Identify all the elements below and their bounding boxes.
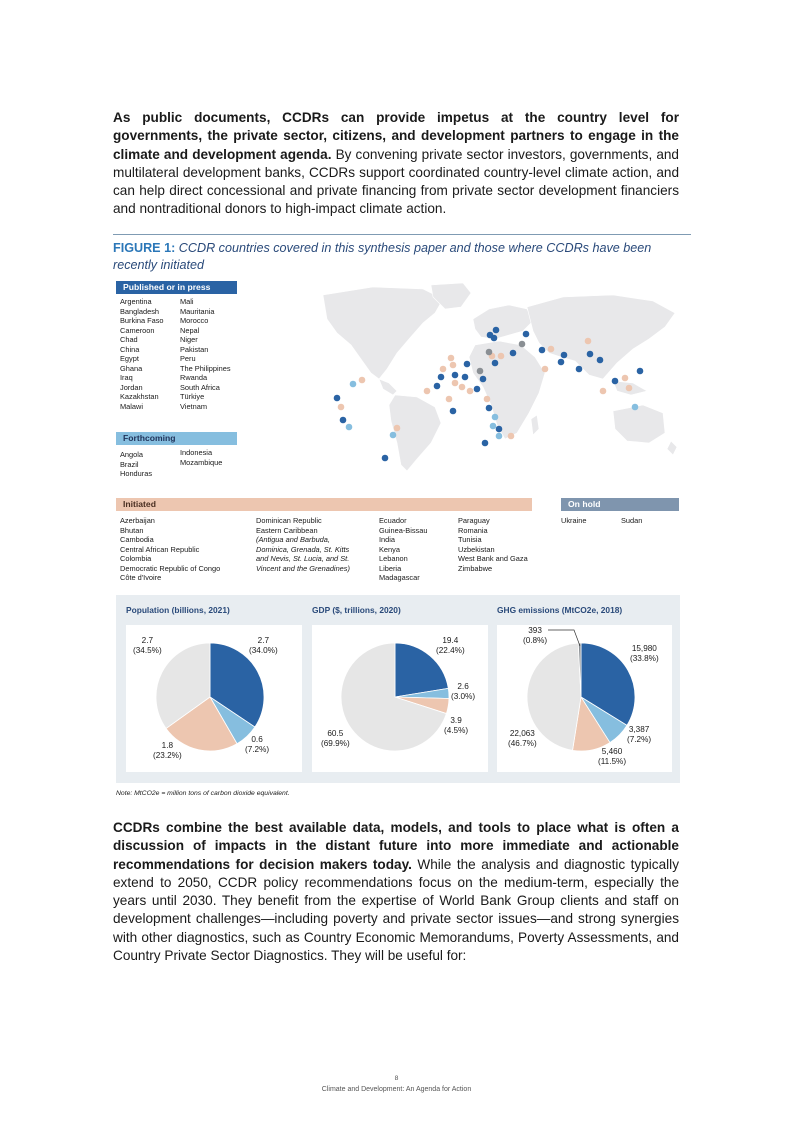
country-item: Chad xyxy=(120,335,138,344)
country-item: Guinea-Bissau xyxy=(379,525,428,535)
country-marker xyxy=(508,433,515,440)
country-marker xyxy=(548,346,555,353)
ghg-forthcoming-pct: (7.2%) xyxy=(627,735,652,744)
country-marker xyxy=(587,351,594,358)
country-item: Uzbekistan xyxy=(458,544,495,554)
ghg-forthcoming-value: 3,387 xyxy=(628,725,650,734)
country-marker xyxy=(452,380,459,387)
country-marker xyxy=(340,417,347,424)
country-note-line: Vincent and the Grenadines) xyxy=(256,563,350,573)
figure-label: FIGURE 1: xyxy=(113,241,176,255)
country-item: Burkina Faso xyxy=(120,316,164,325)
country-item: Türkiye xyxy=(180,392,205,401)
second-bold: CCDRs combine the best available data, models, and tools to place what is often a discussion of impacts in the distant future into more immediate and actionable recommendations for decision makers today. xyxy=(113,820,679,872)
country-marker xyxy=(434,383,441,390)
forthcoming-list-col2 xyxy=(180,448,222,467)
initiated-list-col3 xyxy=(379,516,427,583)
forthcoming-list-col1 xyxy=(120,450,152,479)
ghg-rest-value: 22,063 xyxy=(509,729,535,738)
country-note-line: Dominica, Grenada, St. Kitts xyxy=(256,544,350,554)
gdp-pie xyxy=(341,643,449,751)
country-marker xyxy=(474,386,481,393)
gdp-forthcoming-value: 2.6 xyxy=(457,682,469,691)
country-item: The Philippines xyxy=(180,363,231,373)
country-marker xyxy=(394,425,401,432)
country-marker xyxy=(492,414,499,421)
figure-note: Note: MtCO2e = million tons of carbon dioxide equivalent. xyxy=(116,790,290,797)
country-marker xyxy=(350,381,357,388)
country-marker xyxy=(450,362,457,369)
published-list-col1 xyxy=(120,297,164,411)
country-marker xyxy=(600,388,607,395)
country-marker xyxy=(464,361,471,368)
figure-caption: CCDR countries covered in this synthesis paper and those where CCDRs have been recently initiated xyxy=(113,241,652,272)
country-item: Madagascar xyxy=(379,573,420,582)
country-item: Vietnam xyxy=(180,401,207,411)
pop-label-rest xyxy=(133,636,162,656)
chart-title-population: Population (billions, 2021) xyxy=(126,605,230,615)
country-marker xyxy=(390,432,397,439)
country-marker xyxy=(490,423,497,430)
country-item: Kazakhstan xyxy=(120,392,159,401)
country-item: Central African Republic xyxy=(120,544,200,554)
pop-rest-value: 2.7 xyxy=(141,636,154,645)
country-marker xyxy=(382,455,389,462)
onhold-list-col1 xyxy=(561,516,586,526)
pop-forthcoming-pct: (7.2%) xyxy=(245,745,270,754)
country-item: China xyxy=(120,344,140,354)
country-item: Egypt xyxy=(120,354,139,363)
initiated-list-col4 xyxy=(458,516,528,573)
country-item: Argentina xyxy=(120,297,152,306)
country-item: Colombia xyxy=(120,554,152,563)
country-item: Eastern Caribbean xyxy=(256,525,318,535)
country-item: South Africa xyxy=(180,382,220,392)
country-item: Bhutan xyxy=(120,525,144,535)
ghg-published-value: 15,980 xyxy=(631,644,657,653)
country-marker xyxy=(539,347,546,354)
published-list-col2 xyxy=(180,297,231,411)
country-item: Niger xyxy=(180,335,198,344)
gdp-published-value: 19.4 xyxy=(442,636,459,645)
gdp-label-forthcoming xyxy=(451,682,475,702)
gdp-initiated-pct: (4.5%) xyxy=(444,726,469,735)
country-item: West Bank and Gaza xyxy=(458,554,528,563)
country-item: Peru xyxy=(180,354,196,363)
gdp-label-initiated xyxy=(444,716,468,736)
country-marker xyxy=(484,396,491,403)
country-marker xyxy=(523,331,530,338)
country-item: Cameroon xyxy=(120,325,155,335)
country-item: Mauritania xyxy=(180,306,215,316)
country-marker xyxy=(542,366,549,373)
figure-divider xyxy=(113,234,691,235)
country-marker xyxy=(622,375,629,382)
country-marker xyxy=(338,404,345,411)
pop-initiated-value: 1.8 xyxy=(161,741,174,750)
country-marker xyxy=(480,376,487,383)
country-item: Côte d'Ivoire xyxy=(120,573,162,582)
country-marker xyxy=(334,395,341,402)
country-item: Liberia xyxy=(379,563,402,573)
country-marker xyxy=(482,440,489,447)
country-marker xyxy=(519,341,526,348)
country-item: Cambodia xyxy=(120,535,154,544)
country-item: Mozambique xyxy=(180,457,223,467)
country-item: Democratic Republic of Congo xyxy=(120,563,221,573)
country-marker xyxy=(477,368,484,375)
intro-paragraph xyxy=(113,109,679,219)
forthcoming-bar: Forthcoming xyxy=(116,432,237,445)
ghg-rest-pct: (46.7%) xyxy=(508,739,537,748)
second-rest: While the analysis and diagnostic typically extend to 2050, CCDR policy recommendations focus on the medium-term, especially the years until 2030. They benefit from the expertise of World Bank Group clients and staff on development challenges—including poverty and private sector issues—and strong synergies with other diagnostics, such as Country Economic Memorandums, Poverty Assessments, and Country Private Sector Diagnostics. They will be useful for: xyxy=(113,856,679,964)
country-marker xyxy=(493,327,500,334)
country-marker xyxy=(486,405,493,412)
country-marker xyxy=(438,374,445,381)
country-item: Paraguay xyxy=(458,516,490,525)
country-marker xyxy=(492,360,499,367)
footer-title: Climate and Development: An Agenda for Action xyxy=(321,1086,472,1093)
pop-label-published xyxy=(249,636,278,656)
pop-forthcoming-value: 0.6 xyxy=(251,735,263,744)
second-paragraph xyxy=(113,819,679,965)
country-note-line: and Nevis, St. Lucia, and St. xyxy=(256,554,350,563)
country-item: Indonesia xyxy=(180,448,213,457)
country-marker xyxy=(612,378,619,385)
country-item: Dominican Republic xyxy=(256,516,322,525)
country-item: Sudan xyxy=(621,516,643,525)
initiated-bar: Initiated xyxy=(116,498,532,511)
ghg-onhold-pct: (0.8%) xyxy=(523,636,548,645)
pop-published-pct: (34.0%) xyxy=(249,646,278,655)
country-marker xyxy=(561,352,568,359)
ghg-label-forthcoming xyxy=(627,725,651,745)
country-marker xyxy=(496,426,503,433)
country-item: Mali xyxy=(180,297,194,306)
country-marker xyxy=(632,404,639,411)
gdp-label-published xyxy=(436,636,465,656)
gdp-rest-value: 60.5 xyxy=(327,729,344,738)
country-marker xyxy=(467,388,474,395)
pop-label-initiated xyxy=(153,741,182,761)
pop-label-forthcoming xyxy=(245,735,269,755)
country-marker xyxy=(510,350,517,357)
figure-title xyxy=(113,240,679,274)
country-item: Malawi xyxy=(120,401,143,411)
world-map xyxy=(313,283,693,473)
country-item: Ukraine xyxy=(561,516,587,525)
country-marker xyxy=(597,357,604,364)
country-item: Zimbabwe xyxy=(458,563,493,573)
country-marker xyxy=(448,355,455,362)
country-marker xyxy=(462,374,469,381)
gdp-published-pct: (22.4%) xyxy=(436,646,465,655)
country-item: Bangladesh xyxy=(120,306,160,316)
chart-title-ghg: GHG emissions (MtCO2e, 2018) xyxy=(497,605,623,615)
country-item: Angola xyxy=(120,450,144,459)
country-item: Morocco xyxy=(180,316,209,325)
ghg-onhold-value: 393 xyxy=(528,626,542,635)
country-item: Tunisia xyxy=(458,535,482,544)
pop-initiated-pct: (23.2%) xyxy=(153,751,182,760)
chart-title-gdp: GDP ($, trillions, 2020) xyxy=(312,605,401,615)
initiated-list-col2 xyxy=(256,516,350,573)
country-marker xyxy=(487,332,494,339)
country-item: Lebanon xyxy=(379,554,408,563)
country-marker xyxy=(446,396,453,403)
ghg-initiated-value: 5,460 xyxy=(601,747,623,756)
pop-rest-pct: (34.5%) xyxy=(133,646,162,655)
intro-bold: As public documents, CCDRs can provide impetus at the country level for governments, the private sector, citizens, and development partners to engage in the climate and development agenda. xyxy=(113,110,679,162)
country-marker xyxy=(346,424,353,431)
initiated-list-col1 xyxy=(120,516,220,583)
gdp-forthcoming-pct: (3.0%) xyxy=(451,692,476,701)
country-item: Romania xyxy=(458,525,488,535)
country-marker xyxy=(424,388,431,395)
country-marker xyxy=(450,408,457,415)
gdp-rest-pct: (69.9%) xyxy=(321,739,350,748)
page-number: 8 xyxy=(394,1075,399,1082)
ghg-initiated-pct: (11.5%) xyxy=(598,757,627,766)
country-marker xyxy=(496,433,503,440)
onhold-list-col2 xyxy=(621,516,642,526)
country-item: Honduras xyxy=(120,469,153,478)
ghg-label-published xyxy=(630,644,659,664)
country-item: Iraq xyxy=(120,373,133,382)
country-marker xyxy=(452,372,459,379)
country-item: Pakistan xyxy=(180,344,209,354)
country-marker xyxy=(359,377,366,384)
country-note-line: (Antigua and Barbuda, xyxy=(256,535,330,544)
country-item: Nepal xyxy=(180,325,200,335)
gdp-initiated-value: 3.9 xyxy=(450,716,462,725)
country-marker xyxy=(440,366,447,373)
country-marker xyxy=(486,349,493,356)
country-marker xyxy=(459,384,466,391)
country-item: Rwanda xyxy=(180,373,208,382)
country-item: Brazil xyxy=(120,459,139,469)
intro-rest: By convening private sector investors, governments, and multilateral development banks, CCDRs support coordinated country-level climate action, and can help direct concessional and private financing from private sector development financiers and nontraditional donors to high-impact climate action. xyxy=(113,146,679,217)
country-item: Ecuador xyxy=(379,516,407,525)
ghg-label-onhold xyxy=(523,626,547,646)
country-item: Ghana xyxy=(120,363,143,373)
ghg-pie xyxy=(527,643,635,751)
country-marker xyxy=(498,353,505,360)
ghg-label-rest xyxy=(508,729,537,749)
country-item: Azerbaijan xyxy=(120,516,155,525)
ghg-published-pct: (33.8%) xyxy=(630,654,659,663)
gdp-label-rest xyxy=(321,729,350,749)
country-item: India xyxy=(379,535,396,544)
country-item: Kenya xyxy=(379,544,400,554)
ghg-onhold-leader-line xyxy=(548,628,584,648)
onhold-bar: On hold xyxy=(561,498,679,511)
country-marker xyxy=(558,359,565,366)
country-marker xyxy=(637,368,644,375)
pop-published-value: 2.7 xyxy=(257,636,270,645)
country-marker xyxy=(626,385,633,392)
country-marker xyxy=(576,366,583,373)
ghg-label-initiated xyxy=(598,747,626,767)
country-item: Jordan xyxy=(120,382,143,392)
country-marker xyxy=(585,338,592,345)
published-bar: Published or in press xyxy=(116,281,237,294)
